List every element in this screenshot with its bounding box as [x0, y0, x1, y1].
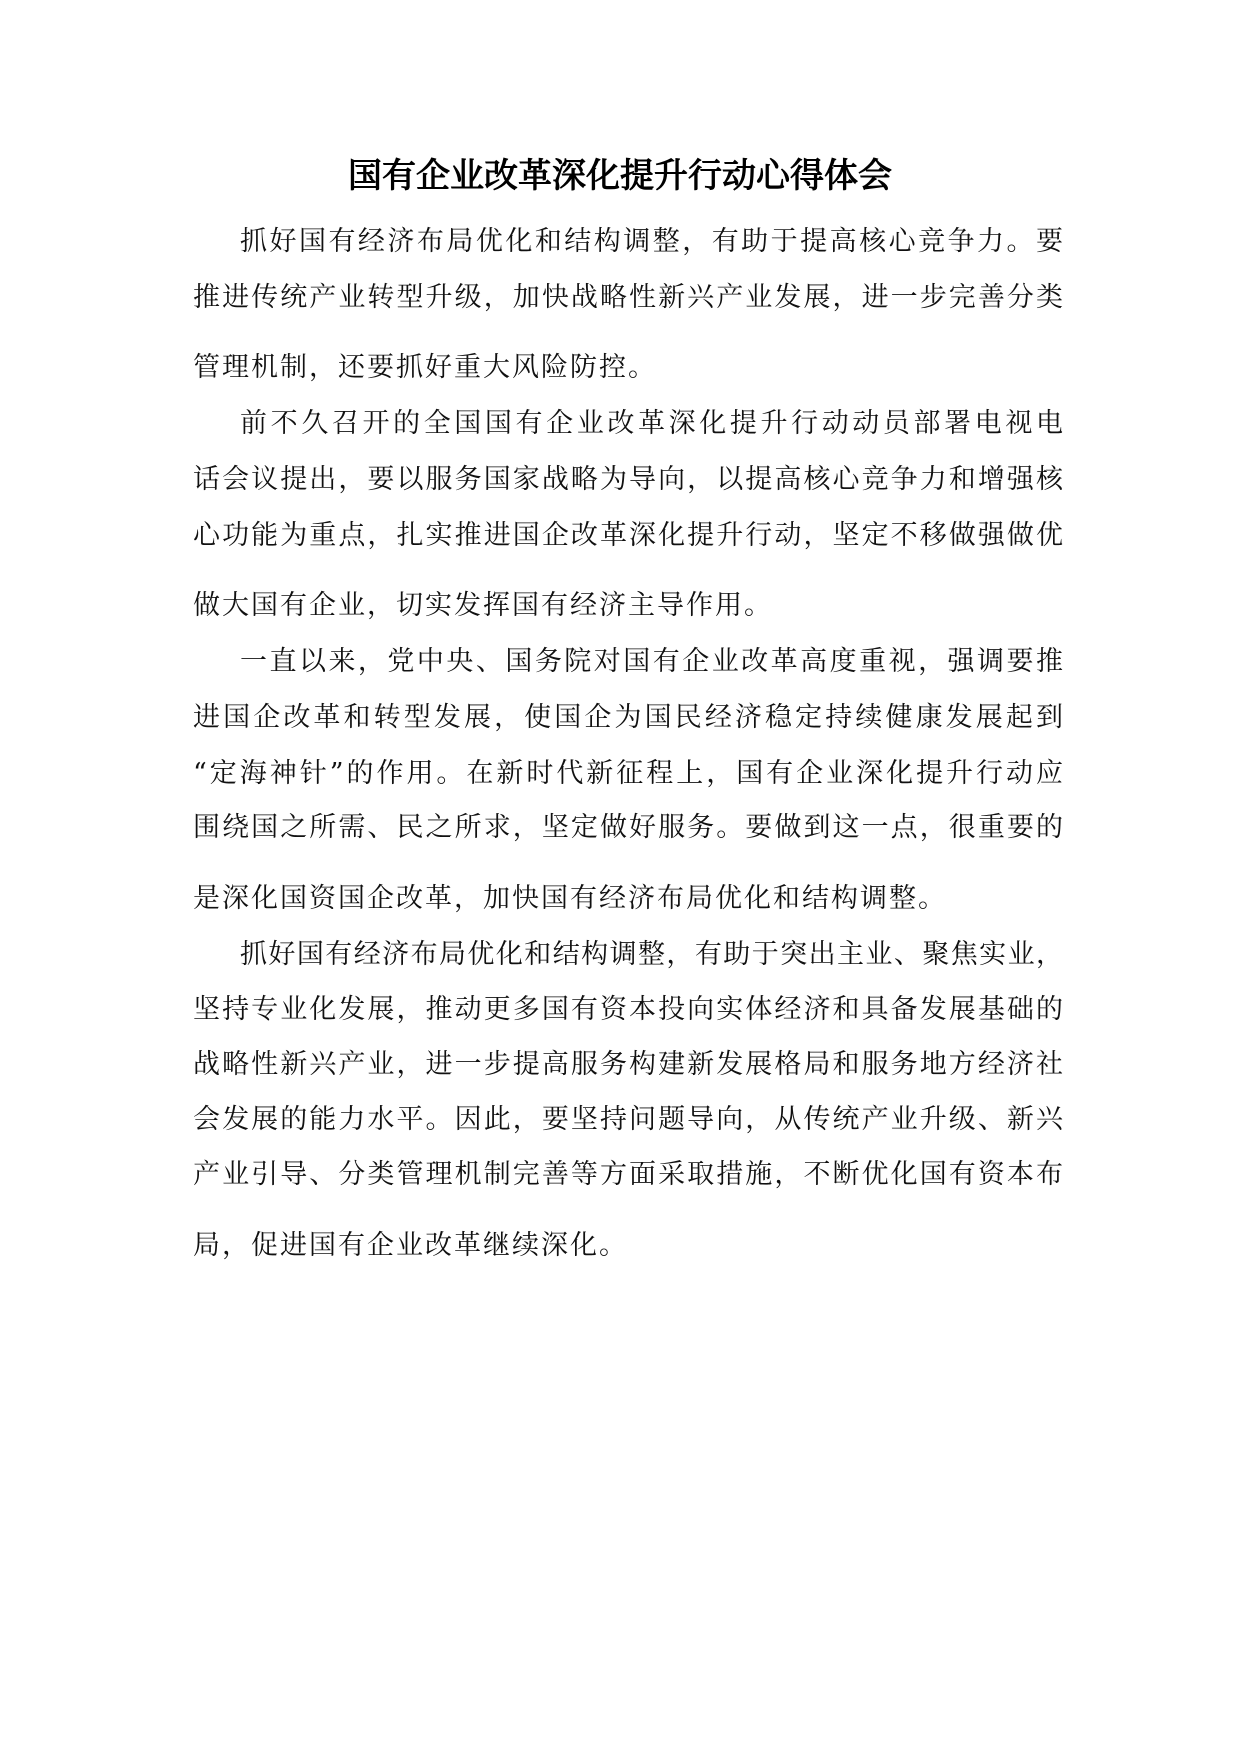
- paragraph-1-line-2: 推进传统产业转型升级，加快战略性新兴产业发展，进一步完善分类: [193, 282, 1063, 313]
- paragraph-4-line-4: 会发展的能力水平。因此，要坚持问题导向，从传统产业升级、新兴: [193, 1104, 1063, 1135]
- paragraph-1-line-1: 抓好国有经济布局优化和结构调整，有助于提高核心竞争力。要: [240, 226, 1063, 257]
- paragraph-2-line-1: 前不久召开的全国国有企业改革深化提升行动动员部署电视电: [240, 408, 1063, 439]
- paragraph-4-line-1: 抓好国有经济布局优化和结构调整，有助于突出主业、聚焦实业，: [240, 939, 1063, 970]
- paragraph-3-line-3: “定海神针”的作用。在新时代新征程上，国有企业深化提升行动应: [193, 758, 1063, 789]
- paragraph-2-line-3: 心功能为重点，扎实推进国企改革深化提升行动，坚定不移做强做优: [193, 520, 1063, 551]
- paragraph-4-line-6: 局，促进国有企业改革继续深化。: [193, 1230, 628, 1261]
- paragraph-4-line-5: 产业引导、分类管理机制完善等方面采取措施，不断优化国有资本布: [193, 1159, 1063, 1190]
- paragraph-2-line-4: 做大国有企业，切实发挥国有经济主导作用。: [193, 590, 773, 621]
- paragraph-1-line-3: 管理机制，还要抓好重大风险防控。: [193, 352, 657, 383]
- paragraph-4-line-3: 战略性新兴产业，进一步提高服务构建新发展格局和服务地方经济社: [193, 1049, 1063, 1080]
- paragraph-3-line-4: 围绕国之所需、民之所求，坚定做好服务。要做到这一点，很重要的: [193, 812, 1063, 843]
- paragraph-3-line-5: 是深化国资国企改革，加快国有经济布局优化和结构调整。: [193, 883, 947, 914]
- paragraph-3-line-2: 进国企改革和转型发展，使国企为国民经济稳定持续健康发展起到: [193, 702, 1063, 733]
- paragraph-3-line-1: 一直以来，党中央、国务院对国有企业改革高度重视，强调要推: [240, 646, 1063, 677]
- document-title: 国有企业改革深化提升行动心得体会: [348, 156, 892, 196]
- paragraph-2-line-2: 话会议提出，要以服务国家战略为导向，以提高核心竞争力和增强核: [193, 464, 1063, 495]
- paragraph-4-line-2: 坚持专业化发展，推动更多国有资本投向实体经济和具备发展基础的: [193, 994, 1063, 1025]
